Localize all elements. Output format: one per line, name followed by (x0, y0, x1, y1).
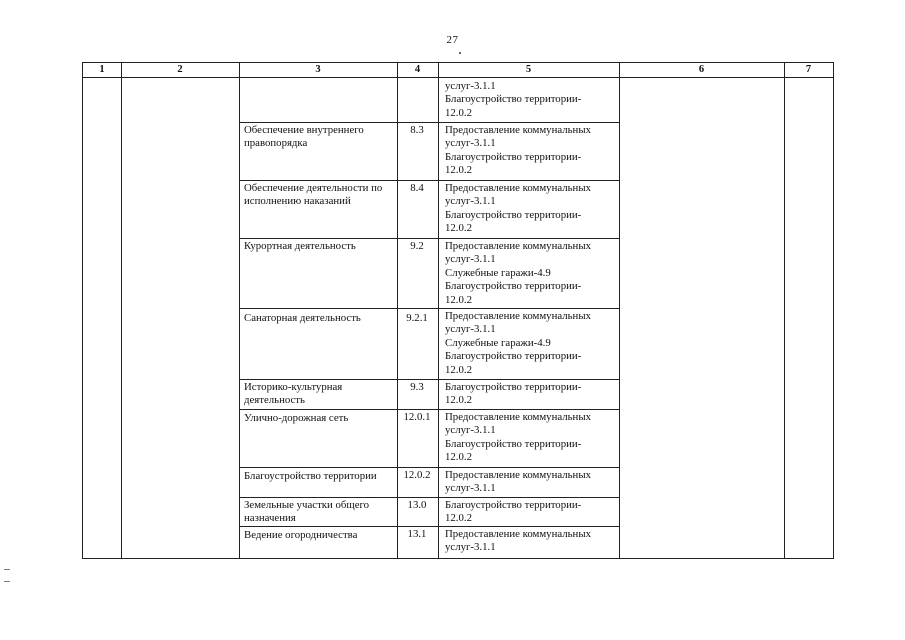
cell-line: Благоустройство территории- (445, 280, 582, 293)
column-rule (239, 63, 240, 558)
row-rule (239, 526, 619, 527)
land-use-name: Обеспечение внутреннего правопорядка (244, 124, 364, 150)
cell-line: 12.0.2 (445, 512, 472, 525)
cell-line: услуг-3.1.1 (445, 80, 496, 92)
cell-line: услуг-3.1.1 (445, 137, 496, 150)
permitted-uses-cell (445, 310, 621, 377)
cell-line: Благоустройство территории- (445, 208, 582, 221)
permitted-uses-cell (445, 411, 621, 465)
permitted-uses-cell (445, 124, 621, 178)
cell-line: 12.0.2 (445, 222, 472, 235)
land-use-code: 9.2.1 (406, 312, 428, 324)
cell-line: Благоустройство территории- (445, 350, 582, 363)
land-use-code: 8.3 (410, 124, 424, 136)
column-header: 6 (698, 64, 705, 75)
land-use-name: Историко-культурная деятельность (244, 381, 343, 407)
row-rule (239, 379, 619, 380)
column-rule (397, 63, 398, 558)
row-rule (239, 467, 619, 468)
cell-line: Предоставление коммунальных (445, 411, 591, 423)
cell-line: Предоставление коммунальных (445, 182, 591, 194)
land-use-name: Благоустройство территории (244, 470, 377, 482)
column-header: 5 (525, 64, 532, 75)
column-header: 1 (99, 64, 105, 75)
row-rule (239, 409, 619, 410)
cell-line: 12.0.2 (445, 363, 472, 376)
permitted-use-table (82, 62, 834, 559)
permitted-uses-cell (445, 499, 621, 526)
cell-line: Предоставление коммунальных (445, 469, 591, 481)
land-use-name: Курортная деятельность (244, 240, 356, 252)
cell-line: Благоустройство территории- (445, 381, 582, 393)
permitted-uses-cell (445, 528, 621, 555)
row-rule (239, 180, 619, 181)
cell-line: услуг-3.1.1 (445, 253, 496, 266)
column-rule (438, 63, 439, 558)
land-use-code: 9.2 (410, 240, 424, 252)
cell-line: 12.0.2 (445, 106, 472, 119)
row-rule (239, 122, 619, 123)
column-header: 3 (315, 64, 321, 75)
permitted-uses-cell (445, 381, 621, 408)
header-rule (83, 77, 833, 78)
land-use-code: 13.0 (407, 499, 427, 511)
land-use-name: Санаторная деятельность (244, 312, 361, 324)
continuation-cell (445, 80, 621, 120)
cell-line: услуг-3.1.1 (445, 424, 496, 437)
row-rule (239, 238, 619, 239)
cell-line: услуг-3.1.1 (445, 541, 496, 554)
margin-mark (4, 581, 10, 582)
column-header: 4 (414, 64, 421, 75)
page-number: 27 (446, 34, 459, 46)
land-use-code: 9.3 (410, 381, 424, 393)
land-use-code: 8.4 (410, 182, 424, 194)
cell-line: Предоставление коммунальных (445, 240, 591, 252)
column-rule (121, 63, 122, 558)
cell-line: услуг-3.1.1 (445, 323, 496, 336)
scan-dot (459, 52, 461, 54)
cell-line: 12.0.2 (445, 394, 472, 407)
cell-line: Благоустройство территории- (445, 93, 582, 106)
cell-line: 12.0.2 (445, 293, 472, 306)
land-use-name: Обеспечение деятельности по исполнению наказаний (244, 182, 383, 208)
cell-line: услуг-3.1.1 (445, 482, 496, 495)
permitted-uses-cell (445, 182, 621, 236)
cell-line: 12.0.2 (445, 451, 472, 464)
land-use-name: Улично-дорожная сеть (244, 412, 349, 424)
cell-line: Благоустройство территории- (445, 499, 582, 511)
cell-line: Благоустройство территории- (445, 150, 582, 163)
permitted-uses-cell (445, 469, 621, 496)
land-use-name: Ведение огородничества (244, 529, 358, 541)
column-rule (784, 63, 785, 558)
cell-line: Благоустройство территории- (445, 437, 582, 450)
row-rule (239, 308, 619, 309)
cell-line: Предоставление коммунальных (445, 124, 591, 136)
column-header: 2 (177, 64, 183, 75)
land-use-code: 12.0.2 (403, 469, 431, 481)
land-use-code: 12.0.1 (403, 411, 431, 423)
land-use-name: Земельные участки общего назначения (244, 499, 370, 525)
margin-mark (4, 569, 10, 570)
cell-line: услуг-3.1.1 (445, 195, 496, 208)
cell-line: Предоставление коммунальных (445, 310, 591, 322)
cell-line: Служебные гаражи-4.9 (445, 336, 551, 349)
cell-line: 12.0.2 (445, 164, 472, 177)
permitted-uses-cell (445, 240, 621, 307)
cell-line: Служебные гаражи-4.9 (445, 266, 551, 279)
column-header: 7 (805, 64, 812, 75)
row-rule (239, 497, 619, 498)
cell-line: Предоставление коммунальных (445, 528, 591, 540)
land-use-code: 13.1 (407, 528, 427, 540)
